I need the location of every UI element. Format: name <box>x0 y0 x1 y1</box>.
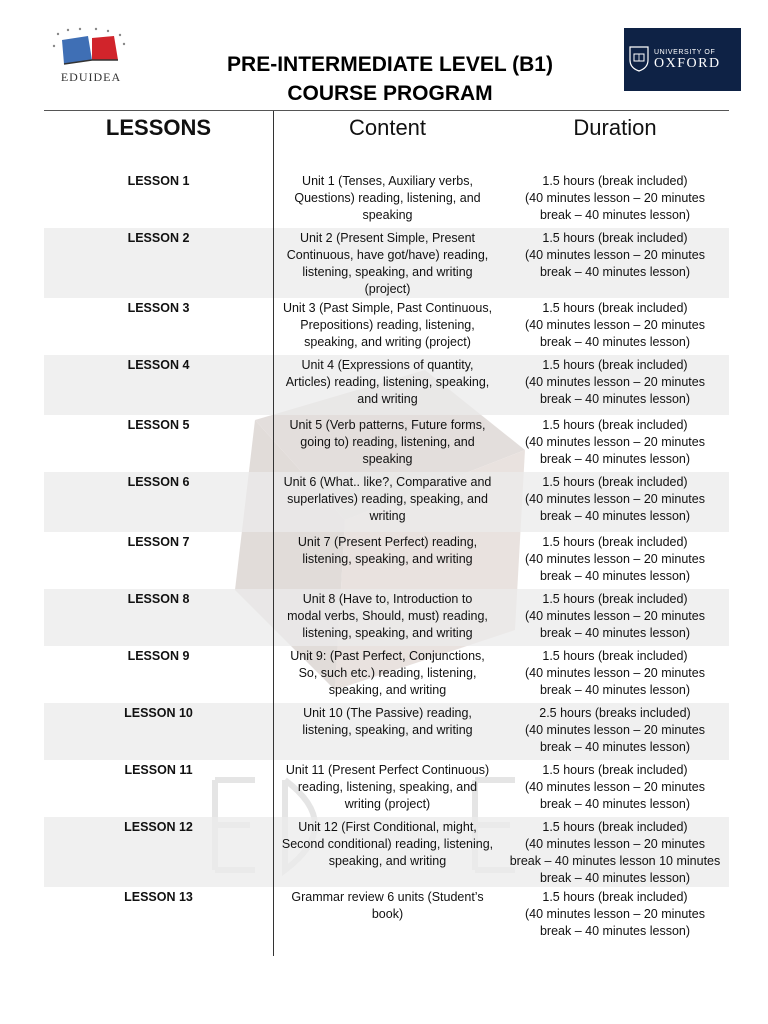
duration-line: 1.5 hours (break included) <box>542 475 688 489</box>
content-line: Prepositions) reading, listening, <box>300 318 475 332</box>
duration-line: 1.5 hours (break included) <box>542 301 688 315</box>
duration-line: break – 40 minutes lesson) <box>539 924 691 938</box>
duration-line: (40 minutes lesson – 20 minutes <box>525 907 705 921</box>
header-content: Content <box>273 111 501 171</box>
duration-line: (40 minutes lesson – 20 minutes <box>525 191 705 205</box>
oxford-small-text: UNIVERSITY OF <box>654 49 716 56</box>
lesson-content <box>273 760 501 817</box>
lesson-label: LESSON 3 <box>127 301 190 315</box>
duration-line: 1.5 hours (break included) <box>542 763 688 777</box>
content-line: reading, listening, speaking, and <box>297 780 478 794</box>
content-line: speaking, and writing (project) <box>304 335 471 349</box>
lesson-content <box>273 532 501 589</box>
duration-line: break – 40 minutes lesson) <box>539 797 691 811</box>
duration-line: 1.5 hours (break included) <box>542 820 688 834</box>
duration-line: (40 minutes lesson – 20 minutes <box>525 723 705 737</box>
title-line-1: PRE-INTERMEDIATE LEVEL (B1) <box>227 53 553 76</box>
content-line: speaking <box>362 452 413 466</box>
eduidea-logo <box>48 26 134 88</box>
oxford-logo <box>624 28 741 91</box>
duration-line: break – 40 minutes lesson) <box>539 740 691 754</box>
content-line: speaking, and writing <box>328 854 447 868</box>
table-header <box>44 110 729 171</box>
lesson-duration <box>501 298 729 355</box>
duration-line: break – 40 minutes lesson) <box>539 626 691 640</box>
lesson-content <box>273 415 501 472</box>
table-row <box>44 589 729 646</box>
content-line: superlatives) reading, speaking, and <box>287 492 488 506</box>
table-body <box>44 171 729 944</box>
content-line: Unit 6 (What.. like?, Comparative and <box>283 475 492 489</box>
lesson-content <box>273 298 501 355</box>
duration-line: 1.5 hours (break included) <box>542 231 688 245</box>
lesson-label: LESSON 1 <box>127 174 190 188</box>
content-line: Unit 8 (Have to, Introduction to <box>302 592 473 606</box>
duration-line: break – 40 minutes lesson 10 minutes <box>509 854 721 868</box>
table-row <box>44 703 729 760</box>
duration-line: (40 minutes lesson – 20 minutes <box>525 375 705 389</box>
lesson-label: LESSON 11 <box>124 763 193 777</box>
table-row <box>44 298 729 355</box>
content-line: writing <box>369 509 406 523</box>
header-duration: Duration <box>573 115 657 140</box>
duration-line: break – 40 minutes lesson) <box>539 569 691 583</box>
content-line: Articles) reading, listening, speaking, <box>285 375 490 389</box>
table-row <box>44 646 729 703</box>
lesson-content <box>273 703 501 760</box>
logo-left-text: EDUIDEA <box>60 70 122 84</box>
lesson-duration <box>501 228 729 298</box>
duration-line: break – 40 minutes lesson) <box>539 871 691 885</box>
lesson-duration <box>501 355 729 415</box>
content-line: (project) <box>364 282 411 296</box>
lesson-duration <box>501 760 729 817</box>
duration-line: (40 minutes lesson – 20 minutes <box>525 666 705 680</box>
duration-line: (40 minutes lesson – 20 minutes <box>525 780 705 794</box>
lesson-duration <box>501 887 729 944</box>
lesson-duration <box>501 472 729 532</box>
table-row <box>44 817 729 887</box>
duration-line: 2.5 hours (breaks included) <box>539 706 691 720</box>
duration-line: 1.5 hours (break included) <box>542 890 688 904</box>
page-title <box>200 50 580 108</box>
content-line: Unit 1 (Tenses, Auxiliary verbs, <box>302 174 473 188</box>
course-table <box>44 110 729 956</box>
lesson-label: LESSON 8 <box>127 592 190 606</box>
content-line: Unit 10 (The Passive) reading, <box>303 706 472 720</box>
oxford-big-text: OXFORD <box>654 56 721 71</box>
lesson-label: LESSON 12 <box>124 820 193 834</box>
title-line-2: COURSE PROGRAM <box>287 82 493 105</box>
duration-line: break – 40 minutes lesson) <box>539 509 691 523</box>
lesson-label: LESSON 6 <box>127 475 190 489</box>
lesson-content <box>273 171 501 228</box>
table-row <box>44 228 729 298</box>
content-line: listening, speaking, and writing <box>302 265 473 279</box>
table-row <box>44 415 729 472</box>
content-line: Unit 2 (Present Simple, Present <box>299 231 476 245</box>
duration-line: break – 40 minutes lesson) <box>539 265 691 279</box>
content-line: Questions) reading, listening, and <box>294 191 481 205</box>
duration-line: 1.5 hours (break included) <box>542 418 688 432</box>
duration-line: (40 minutes lesson – 20 minutes <box>525 837 705 851</box>
duration-line: break – 40 minutes lesson) <box>539 683 691 697</box>
lesson-duration <box>501 532 729 589</box>
duration-line: break – 40 minutes lesson) <box>539 392 691 406</box>
book-logo-icon <box>48 26 134 70</box>
content-line: book) <box>371 907 404 921</box>
lesson-label: LESSON 4 <box>127 358 190 372</box>
duration-line: 1.5 hours (break included) <box>542 592 688 606</box>
duration-line: (40 minutes lesson – 20 minutes <box>525 248 705 262</box>
lesson-content <box>273 228 501 298</box>
duration-line: (40 minutes lesson – 20 minutes <box>525 492 705 506</box>
content-line: Unit 7 (Present Perfect) reading, <box>297 535 478 549</box>
content-line: speaking, and writing <box>328 683 447 697</box>
lesson-content <box>273 887 501 944</box>
lesson-duration <box>501 171 729 228</box>
lesson-label: LESSON 13 <box>124 890 193 904</box>
table-row <box>44 760 729 817</box>
table-row <box>44 472 729 532</box>
duration-line: (40 minutes lesson – 20 minutes <box>525 609 705 623</box>
oxford-crest-icon <box>629 46 649 72</box>
content-line: listening, speaking, and writing <box>302 723 473 737</box>
lesson-label: LESSON 9 <box>127 649 190 663</box>
lesson-content <box>273 589 501 646</box>
lesson-duration <box>501 415 729 472</box>
content-line: Unit 11 (Present Perfect Continuous) <box>285 763 490 777</box>
duration-line: (40 minutes lesson – 20 minutes <box>525 552 705 566</box>
duration-line: break – 40 minutes lesson) <box>539 452 691 466</box>
page-header <box>0 0 768 112</box>
lesson-label: LESSON 2 <box>127 231 190 245</box>
lesson-duration <box>501 817 729 887</box>
duration-line: (40 minutes lesson – 20 minutes <box>525 318 705 332</box>
content-line: going to) reading, listening, and <box>300 435 475 449</box>
lesson-label: LESSON 10 <box>124 706 193 720</box>
content-line: Grammar review 6 units (Student’s <box>291 890 484 904</box>
content-line: and writing <box>357 392 418 406</box>
content-line: Second conditional) reading, listening, <box>281 837 494 851</box>
duration-line: 1.5 hours (break included) <box>542 649 688 663</box>
content-line: Unit 12 (First Conditional, might, <box>298 820 477 834</box>
duration-line: (40 minutes lesson – 20 minutes <box>525 435 705 449</box>
lesson-duration <box>501 589 729 646</box>
lesson-content <box>273 646 501 703</box>
content-line: listening, speaking, and writing <box>302 626 473 640</box>
content-line: writing (project) <box>344 797 431 811</box>
lesson-content <box>273 355 501 415</box>
duration-line: break – 40 minutes lesson) <box>539 208 691 222</box>
duration-line: 1.5 hours (break included) <box>542 174 688 188</box>
content-line: Continuous, have got/have) reading, <box>286 248 489 262</box>
content-line: listening, speaking, and writing <box>302 552 473 566</box>
table-row <box>44 355 729 415</box>
content-line: Unit 3 (Past Simple, Past Continuous, <box>282 301 493 315</box>
lesson-label: LESSON 7 <box>127 535 190 549</box>
table-tail <box>44 944 729 956</box>
content-line: So, such etc.) reading, listening, <box>298 666 477 680</box>
content-line: modal verbs, Should, must) reading, <box>287 609 488 623</box>
duration-line: 1.5 hours (break included) <box>542 358 688 372</box>
lesson-label: LESSON 5 <box>127 418 190 432</box>
content-line: Unit 5 (Verb patterns, Future forms, <box>289 418 486 432</box>
lesson-duration <box>501 703 729 760</box>
content-line: Unit 9: (Past Perfect, Conjunctions, <box>290 649 485 663</box>
table-row <box>44 532 729 589</box>
header-lessons: LESSONS <box>105 115 212 140</box>
lesson-content <box>273 472 501 532</box>
table-row <box>44 887 729 944</box>
lesson-duration <box>501 646 729 703</box>
content-line: Unit 4 (Expressions of quantity, <box>301 358 474 372</box>
duration-line: 1.5 hours (break included) <box>542 535 688 549</box>
table-row <box>44 171 729 228</box>
duration-line: break – 40 minutes lesson) <box>539 335 691 349</box>
lesson-content <box>273 817 501 887</box>
content-line: speaking <box>362 208 413 222</box>
